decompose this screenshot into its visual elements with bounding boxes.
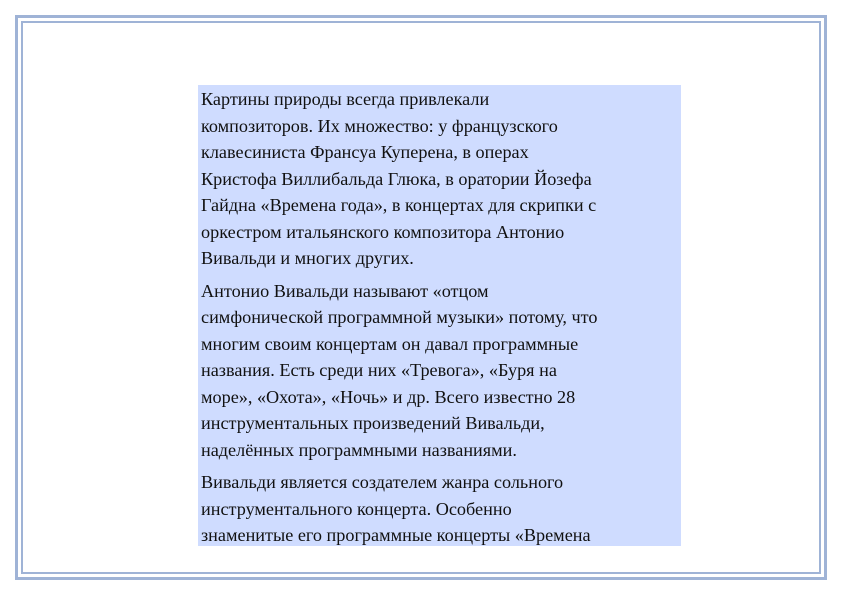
- text-line: многим своим концертам он давал программные: [201, 333, 579, 354]
- text-line: море», «Охота», «Ночь» и др. Всего известно 28: [201, 386, 576, 407]
- text-box: [198, 85, 681, 546]
- text-line: оркестром итальянского композитора Антонио: [201, 221, 565, 242]
- text-line: Гайдна «Времена года», в концертах для скрипки с: [201, 195, 597, 215]
- paragraph-2: [201, 278, 678, 464]
- text-line: знаменитые его программные концерты «Времена: [201, 525, 591, 545]
- text-line: Вивальди является создателем жанра сольного: [201, 472, 564, 492]
- text-line: симфонической программной музыки» потому, что: [201, 307, 598, 327]
- text-line: Картины природы всегда привлекали: [201, 89, 490, 109]
- text-line: Кристофа Виллибальда Глюка, в оратории Йозефа: [201, 168, 592, 189]
- text-line: композиторов. Их множество: у французского: [201, 115, 558, 136]
- text-line: инструментального концерта. Особенно: [201, 498, 512, 519]
- text-line: клавесиниста Франсуа Куперена, в операх: [201, 142, 529, 162]
- text-line: инструментальных произведений Вивальди,: [201, 413, 545, 433]
- paragraph-3: [201, 469, 678, 546]
- text-line: названия. Есть среди них «Тревога», «Буря на: [201, 360, 557, 380]
- text-line: Вивальди и многих других.: [201, 248, 414, 268]
- text-line: Антонио Вивальди называют «отцом: [201, 280, 489, 301]
- paragraph-1: [201, 86, 678, 272]
- text-line: наделённых программными названиями.: [201, 439, 517, 460]
